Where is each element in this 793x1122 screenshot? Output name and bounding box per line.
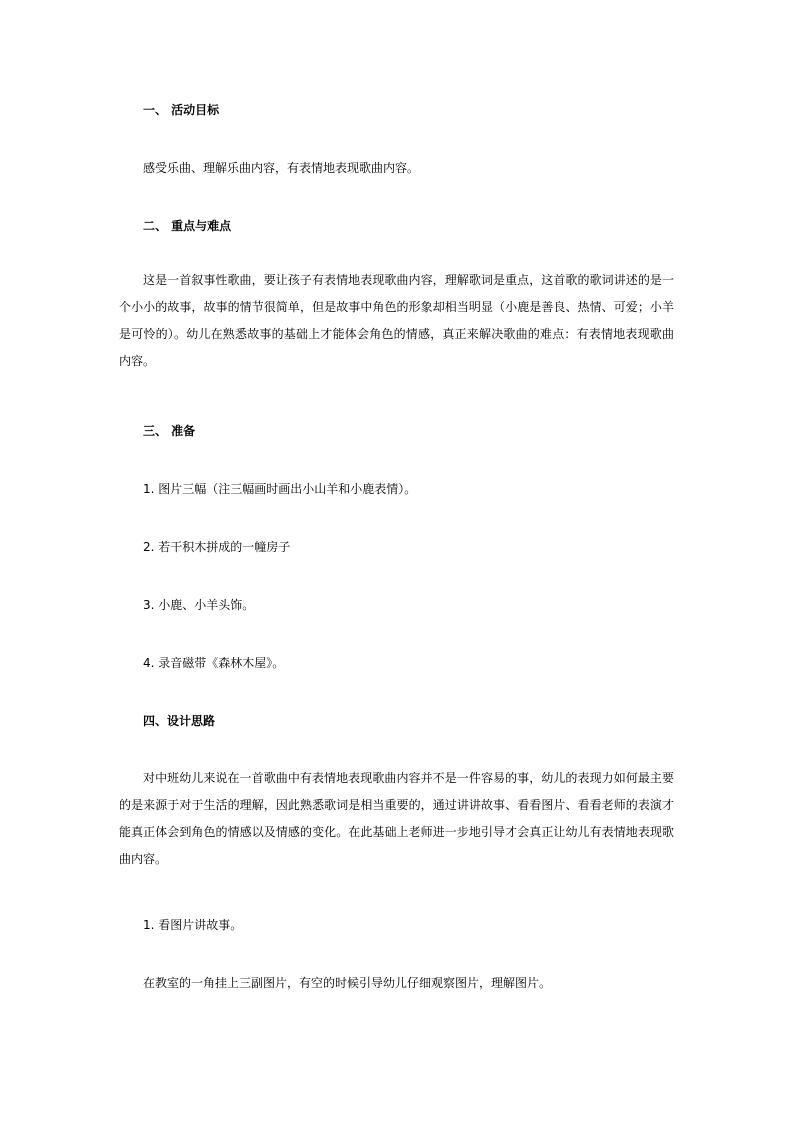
section-heading-focus: 二、 重点与难点 bbox=[143, 219, 232, 233]
section-heading-design: 四、设计思路 bbox=[143, 714, 216, 728]
design-step-1-text: 在教室的一角挂上三副图片，有空的时候引导幼儿仔细观察图片，理解图片。 bbox=[143, 976, 552, 990]
section-heading-prep: 三、 准备 bbox=[143, 424, 196, 438]
prep-item-4: 4. 录音磁带《森林木屋》。 bbox=[143, 656, 285, 670]
focus-paragraph: 这是一首叙事性歌曲，要让孩子有表情地表现歌曲内容，理解歌词是重点，这首歌的歌词讲述的是一个小小的故事，故事的情节很简单，但是故事中角色的形象却相当明显（小鹿是善良、热情、可爱；小羊是可怜的）。幼儿在熟悉故事的基础上才能体会角色的情感，真正来解决歌曲的难点：有表情地表现歌曲内容。 bbox=[119, 273, 674, 368]
prep-item-3: 3. 小鹿、小羊头饰。 bbox=[143, 598, 255, 612]
prep-item-2: 2. 若干积木拼成的一幢房子 bbox=[143, 540, 291, 554]
prep-item-1: 1. 图片三幅（注三幅画时画出小山羊和小鹿表情）。 bbox=[143, 482, 417, 496]
goals-text: 感受乐曲、理解乐曲内容，有表情地表现歌曲内容。 bbox=[143, 161, 420, 175]
section-heading-goals: 一、 活动目标 bbox=[143, 103, 220, 117]
design-paragraph: 对中班幼儿来说在一首歌曲中有表情地表现歌曲内容并不是一件容易的事，幼儿的表现力如何最主要的是来源于对于生活的理解，因此熟悉歌词是相当重要的，通过讲讲故事、看看图片、看看老师的表演才能真正体会到角色的情感以及情感的变化。在此基础上老师进一步地引导才会真正让幼儿有表情地表现歌曲内容。 bbox=[119, 771, 674, 866]
design-step-1: 1. 看图片讲故事。 bbox=[143, 918, 243, 932]
